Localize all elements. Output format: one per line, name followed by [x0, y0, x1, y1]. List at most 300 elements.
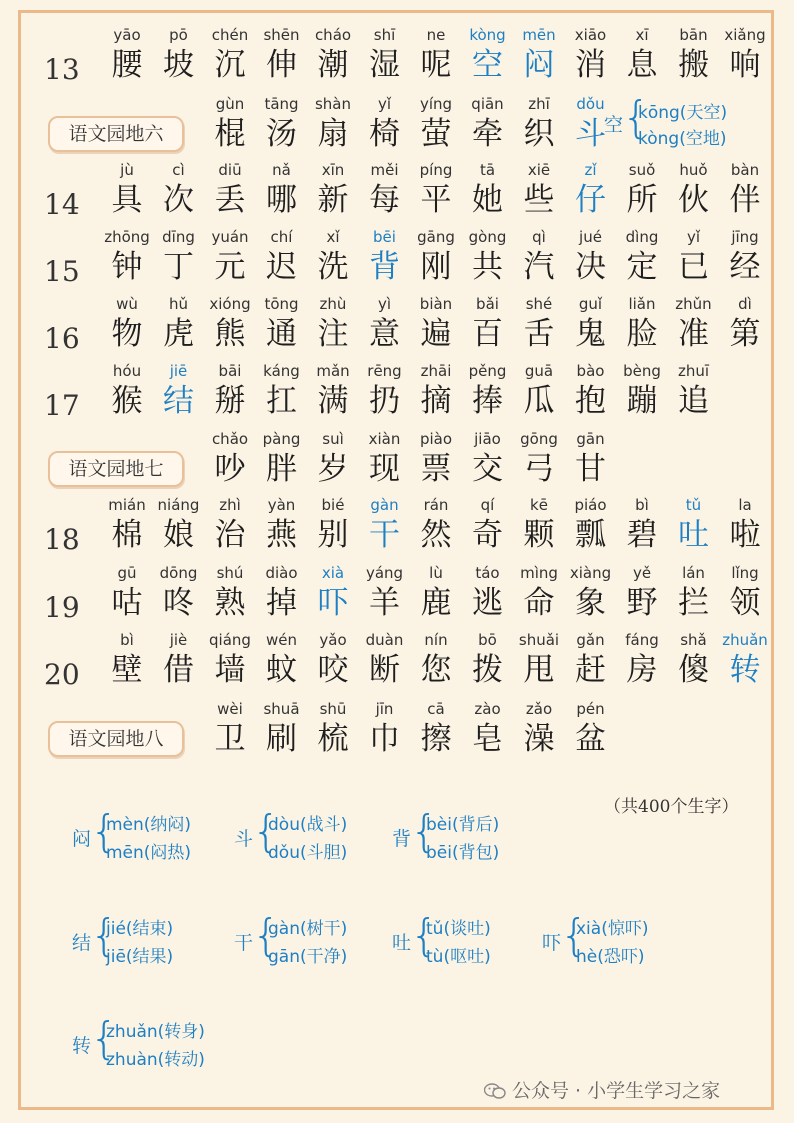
- hanzi: 些: [523, 182, 555, 218]
- hanzi: 伙: [678, 182, 709, 218]
- hanzi: 野: [626, 585, 658, 621]
- hanzi: 甘: [575, 451, 606, 487]
- pinyin: xióng: [209, 295, 251, 313]
- hanzi: 颗: [523, 517, 555, 553]
- pinyin: bié: [321, 496, 345, 514]
- pinyin: qiáng: [209, 631, 251, 649]
- section-badge: 语文园地六: [48, 116, 184, 152]
- hanzi: 羊: [369, 585, 400, 621]
- pinyin: mǎn: [316, 362, 350, 380]
- pinyin: gòng: [468, 228, 507, 246]
- pinyin: dōng: [159, 564, 198, 582]
- poly-head: 空: [604, 114, 624, 136]
- poly-reading-1: tǔ(谈吐): [426, 919, 491, 939]
- char-cell: [720, 160, 770, 220]
- pinyin: bàn: [730, 161, 760, 179]
- hanzi: 现: [369, 451, 400, 487]
- pinyin: xiāo: [574, 26, 607, 44]
- pinyin: shǎ: [680, 631, 707, 649]
- hanzi: 斗: [575, 116, 606, 152]
- polyphone-group: [234, 912, 384, 974]
- inline-polyphone-kong: [604, 94, 764, 154]
- poly-reading-1: jié(结束): [106, 919, 174, 939]
- brace: {: [90, 910, 118, 961]
- hanzi: 棉: [111, 517, 143, 553]
- char-row: [0, 25, 794, 91]
- polyphone-group: [72, 1015, 222, 1077]
- poly-reading-2: hè(恐吓): [576, 947, 645, 967]
- brace: {: [90, 1013, 118, 1064]
- pinyin: yì: [377, 295, 392, 313]
- hanzi: 平: [420, 182, 452, 218]
- brace: {: [622, 92, 650, 143]
- pinyin: diū: [218, 161, 242, 179]
- hanzi: 物: [111, 316, 143, 352]
- section-badge: 语文园地七: [48, 451, 184, 487]
- pinyin: tāng: [264, 95, 299, 113]
- hanzi: 鹿: [420, 585, 452, 621]
- pinyin: zhǔn: [675, 295, 712, 313]
- pinyin: suì: [322, 430, 344, 448]
- poly-reading-1: xià(惊吓): [576, 919, 649, 939]
- hanzi: 次: [163, 182, 194, 218]
- lesson-number: 20: [44, 658, 80, 691]
- hanzi: 瓜: [523, 383, 555, 419]
- polyphone-group: [72, 912, 222, 974]
- lesson-number: 17: [44, 389, 80, 422]
- total-count: （共400个生字）: [604, 797, 739, 817]
- pinyin: cā: [427, 700, 445, 718]
- hanzi: 哪: [266, 182, 297, 218]
- hanzi: 转: [729, 652, 761, 688]
- hanzi: 呢: [420, 47, 452, 83]
- pinyin: zhōng: [104, 228, 150, 246]
- pinyin: bì: [120, 631, 134, 649]
- polyphone-group: [72, 808, 222, 870]
- lesson-number: 14: [44, 188, 80, 221]
- pinyin: wèi: [217, 700, 243, 718]
- pinyin: jiē: [169, 362, 188, 380]
- char-row: [0, 429, 794, 495]
- hanzi: 蹦: [626, 383, 658, 419]
- pinyin: guā: [524, 362, 554, 380]
- hanzi: 萤: [420, 116, 452, 152]
- hanzi: 熊: [214, 316, 246, 352]
- hanzi: 背: [369, 249, 400, 285]
- hanzi: 借: [163, 652, 194, 688]
- hanzi: 坡: [163, 47, 194, 83]
- hanzi: 甩: [523, 652, 555, 688]
- pinyin: piáo: [574, 496, 607, 514]
- hanzi: 逃: [472, 585, 503, 621]
- hanzi: 遍: [420, 316, 452, 352]
- hanzi: 岁: [317, 451, 349, 487]
- pinyin: zǎo: [525, 700, 553, 718]
- char-cell: [720, 227, 770, 287]
- pinyin: chǎo: [211, 430, 249, 448]
- hanzi: 房: [626, 652, 658, 688]
- hanzi: 仔: [575, 182, 606, 218]
- pinyin: shé: [525, 295, 553, 313]
- pinyin: píng: [419, 161, 453, 179]
- hanzi: 百: [472, 316, 503, 352]
- pinyin: shuǎi: [518, 631, 560, 649]
- char-cell: [720, 25, 770, 85]
- hanzi: 卫: [214, 721, 246, 757]
- char-row: [0, 294, 794, 360]
- watermark-text: 公众号 · 小学生学习之家: [512, 1080, 721, 1102]
- poly-head: 干: [234, 932, 254, 954]
- hanzi: 吐: [678, 517, 709, 553]
- pinyin: diào: [265, 564, 298, 582]
- hanzi: 息: [626, 47, 658, 83]
- hanzi: 墙: [214, 652, 246, 688]
- hanzi: 湿: [369, 47, 400, 83]
- char-cell: [720, 630, 770, 690]
- pinyin: chén: [211, 26, 249, 44]
- pinyin: biàn: [419, 295, 453, 313]
- hanzi: 牵: [472, 116, 503, 152]
- pinyin: dīng: [162, 228, 195, 246]
- poly-reading-2: tù(呕吐): [426, 947, 491, 967]
- hanzi: 空: [472, 47, 503, 83]
- pinyin: hóu: [112, 362, 142, 380]
- hanzi: 燕: [266, 517, 297, 553]
- poly-reading-1: gàn(树干): [268, 919, 348, 939]
- pinyin: dì: [738, 295, 752, 313]
- pinyin: lán: [682, 564, 705, 582]
- pinyin: bì: [635, 496, 649, 514]
- pinyin: kòng: [469, 26, 506, 44]
- hanzi: 擦: [420, 721, 452, 757]
- pinyin: gōng: [520, 430, 558, 448]
- pinyin: qí: [480, 496, 495, 514]
- hanzi: 啦: [729, 517, 761, 553]
- hanzi: 共: [472, 249, 503, 285]
- hanzi: 棍: [214, 116, 246, 152]
- lesson-number: 13: [44, 53, 80, 86]
- hanzi: 迟: [266, 249, 297, 285]
- hanzi: 潮: [317, 47, 349, 83]
- brace: {: [410, 910, 438, 961]
- hanzi: 消: [575, 47, 606, 83]
- pinyin: mìng: [520, 564, 558, 582]
- pinyin: jù: [120, 161, 134, 179]
- hanzi: 傻: [678, 652, 709, 688]
- hanzi: 掰: [214, 383, 246, 419]
- hanzi: 定: [626, 249, 658, 285]
- hanzi: 鬼: [575, 316, 606, 352]
- hanzi: 具: [111, 182, 143, 218]
- hanzi: 象: [575, 585, 606, 621]
- pinyin: lǐng: [731, 564, 759, 582]
- hanzi: 交: [472, 451, 503, 487]
- hanzi: 澡: [523, 721, 555, 757]
- hanzi: 刚: [420, 249, 452, 285]
- pinyin: káng: [263, 362, 300, 380]
- pinyin: xiǎng: [724, 26, 766, 44]
- char-cell: [669, 361, 719, 421]
- pinyin: bēi: [373, 228, 396, 246]
- poly-reading-2: jiē(结果): [106, 947, 174, 967]
- hanzi: 汤: [266, 116, 297, 152]
- pinyin: gū: [117, 564, 137, 582]
- pinyin: bǎi: [476, 295, 499, 313]
- hanzi: 元: [214, 249, 246, 285]
- pinyin: yě: [632, 564, 652, 582]
- hanzi: 追: [678, 383, 709, 419]
- hanzi: 闷: [523, 47, 555, 83]
- pinyin: gān: [576, 430, 605, 448]
- hanzi: 奇: [472, 517, 503, 553]
- hanzi: 织: [523, 116, 555, 152]
- hanzi: 准: [678, 316, 709, 352]
- hanzi: 腰: [111, 47, 143, 83]
- hanzi: 经: [729, 249, 761, 285]
- pinyin: gǎn: [576, 631, 605, 649]
- pinyin: duàn: [365, 631, 404, 649]
- hanzi: 娘: [163, 517, 194, 553]
- pinyin: mián: [108, 496, 146, 514]
- pinyin: zǐ: [584, 161, 597, 179]
- pinyin: shū: [319, 700, 347, 718]
- hanzi: 巾: [369, 721, 400, 757]
- hanzi: 已: [678, 249, 709, 285]
- poly-reading-2: gān(干净): [268, 947, 348, 967]
- polyphone-group: [392, 808, 542, 870]
- char-row: [0, 227, 794, 293]
- pinyin: ne: [426, 26, 446, 44]
- pinyin: rēng: [367, 362, 402, 380]
- hanzi: 丢: [214, 182, 246, 218]
- hanzi: 胖: [266, 451, 297, 487]
- hanzi: 吵: [214, 451, 246, 487]
- hanzi: 命: [523, 585, 555, 621]
- poly-reading-2: kòng(空地): [638, 129, 727, 149]
- pinyin: gāng: [417, 228, 455, 246]
- char-cell: [566, 699, 616, 759]
- pinyin: zhāi: [420, 362, 452, 380]
- hanzi: 蚊: [266, 652, 297, 688]
- hanzi: 所: [626, 182, 658, 218]
- pinyin: yǎo: [319, 631, 347, 649]
- hanzi: 椅: [369, 116, 400, 152]
- hanzi: 领: [729, 585, 761, 621]
- hanzi: 沉: [214, 47, 246, 83]
- poly-reading-2: zhuàn(转动): [106, 1050, 205, 1070]
- pinyin: yáng: [365, 564, 404, 582]
- hanzi: 扛: [266, 383, 297, 419]
- lesson-number: 18: [44, 523, 80, 556]
- hanzi: 拦: [678, 585, 709, 621]
- hanzi: 壁: [111, 652, 143, 688]
- pinyin: bāi: [218, 362, 242, 380]
- poly-head: 闷: [72, 828, 92, 850]
- pinyin: tǔ: [685, 496, 702, 514]
- brace: {: [252, 806, 280, 857]
- lesson-number: 16: [44, 322, 80, 355]
- pinyin: dìng: [625, 228, 659, 246]
- pinyin: xià: [321, 564, 345, 582]
- pinyin: gàn: [370, 496, 399, 514]
- hanzi: 拨: [472, 652, 503, 688]
- pinyin: pàng: [262, 430, 301, 448]
- poly-reading-1: kōng(天空): [638, 103, 728, 123]
- pinyin: mēn: [522, 26, 556, 44]
- pinyin: yàn: [267, 496, 296, 514]
- pinyin: zhuǎn: [722, 631, 768, 649]
- pinyin: xiē: [527, 161, 551, 179]
- pinyin: yuán: [211, 228, 249, 246]
- brace: {: [252, 910, 280, 961]
- hanzi: 每: [369, 182, 400, 218]
- char-cell: [566, 429, 616, 489]
- hanzi: 断: [369, 652, 400, 688]
- pinyin: jiāo: [474, 430, 501, 448]
- pinyin: měi: [370, 161, 399, 179]
- hanzi: 刷: [266, 721, 297, 757]
- section-badge: 语文园地八: [48, 721, 184, 757]
- pinyin: xīn: [321, 161, 345, 179]
- hanzi: 盆: [575, 721, 606, 757]
- pinyin: zhī: [528, 95, 550, 113]
- poly-reading-2: dǒu(斗胆): [268, 843, 348, 863]
- pinyin: yāo: [113, 26, 141, 44]
- hanzi: 舌: [523, 316, 555, 352]
- brace: {: [560, 910, 588, 961]
- char-row: [0, 630, 794, 696]
- hanzi: 伸: [266, 47, 297, 83]
- hanzi: 捧: [472, 383, 503, 419]
- pinyin: jīng: [731, 228, 759, 246]
- hanzi: 结: [163, 383, 194, 419]
- pinyin: chí: [270, 228, 293, 246]
- hanzi: 伴: [729, 182, 761, 218]
- pinyin: yǐ: [377, 95, 392, 113]
- hanzi: 咕: [111, 585, 143, 621]
- hanzi: 赶: [575, 652, 606, 688]
- hanzi: 通: [266, 316, 297, 352]
- pinyin: piào: [419, 430, 453, 448]
- hanzi: 弓: [523, 451, 555, 487]
- hanzi: 脸: [626, 316, 658, 352]
- wechat-icon: [484, 1082, 506, 1100]
- poly-head: 斗: [234, 828, 254, 850]
- pinyin: nín: [424, 631, 448, 649]
- hanzi: 票: [420, 451, 452, 487]
- hanzi: 扇: [317, 116, 349, 152]
- char-row: [0, 563, 794, 629]
- pinyin: xiàng: [569, 564, 612, 582]
- char-row: [0, 495, 794, 561]
- char-cell: [720, 563, 770, 623]
- pinyin: bō: [478, 631, 497, 649]
- pinyin: yíng: [419, 95, 453, 113]
- pinyin: jīn: [375, 700, 394, 718]
- pinyin: fáng: [625, 631, 659, 649]
- pinyin: qiān: [471, 95, 504, 113]
- hanzi: 虎: [163, 316, 194, 352]
- pinyin: huǒ: [679, 161, 708, 179]
- pinyin: bèng: [623, 362, 661, 380]
- pinyin: shēn: [263, 26, 300, 44]
- brace: {: [90, 806, 118, 857]
- poly-head: 转: [72, 1035, 92, 1057]
- pinyin: xǐ: [326, 228, 340, 246]
- polyphone-group: [392, 912, 542, 974]
- pinyin: zhì: [219, 496, 241, 514]
- char-row: [0, 699, 794, 765]
- hanzi: 然: [420, 517, 452, 553]
- pinyin: rán: [423, 496, 449, 514]
- pinyin: xiàn: [368, 430, 401, 448]
- hanzi: 梳: [317, 721, 349, 757]
- hanzi: 抱: [575, 383, 606, 419]
- hanzi: 掉: [266, 585, 297, 621]
- poly-head: 吐: [392, 932, 412, 954]
- pinyin: zhù: [319, 295, 347, 313]
- lesson-number: 15: [44, 255, 80, 288]
- pinyin: tā: [479, 161, 496, 179]
- poly-reading-1: zhuǎn(转身): [106, 1022, 205, 1042]
- hanzi: 满: [317, 383, 349, 419]
- pinyin: shuā: [263, 700, 300, 718]
- pinyin: tōng: [264, 295, 299, 313]
- hanzi: 新: [317, 182, 349, 218]
- hanzi: 汽: [523, 249, 555, 285]
- pinyin: guǐ: [578, 295, 603, 313]
- pinyin: pén: [576, 700, 605, 718]
- pinyin: liǎn: [628, 295, 656, 313]
- pinyin: zhuī: [677, 362, 710, 380]
- char-row: [0, 160, 794, 226]
- poly-reading-1: mèn(纳闷): [106, 815, 192, 835]
- pinyin: bān: [679, 26, 708, 44]
- char-row: [0, 361, 794, 427]
- hanzi: 洗: [317, 249, 349, 285]
- pinyin: kē: [530, 496, 548, 514]
- pinyin: qì: [532, 228, 546, 246]
- hanzi: 注: [317, 316, 349, 352]
- pinyin: cì: [172, 161, 185, 179]
- pinyin: la: [738, 496, 752, 514]
- hanzi: 决: [575, 249, 606, 285]
- hanzi: 丁: [163, 249, 194, 285]
- hanzi: 干: [369, 517, 400, 553]
- pinyin: wén: [265, 631, 297, 649]
- pinyin: shú: [216, 564, 244, 582]
- hanzi: 瓢: [575, 517, 606, 553]
- char-cell: [720, 495, 770, 555]
- poly-head: 结: [72, 932, 92, 954]
- pinyin: zào: [474, 700, 501, 718]
- pinyin: shàn: [314, 95, 352, 113]
- pinyin: xī: [635, 26, 649, 44]
- pinyin: táo: [475, 564, 500, 582]
- hanzi: 意: [369, 316, 400, 352]
- pinyin: jué: [579, 228, 602, 246]
- pinyin: wù: [116, 295, 138, 313]
- hanzi: 治: [214, 517, 246, 553]
- pinyin: nǎ: [272, 161, 291, 179]
- hanzi: 第: [729, 316, 761, 352]
- poly-reading-1: dòu(战斗): [268, 815, 348, 835]
- pinyin: shī: [373, 26, 396, 44]
- hanzi: 熟: [214, 585, 246, 621]
- hanzi: 猴: [111, 383, 143, 419]
- pinyin: hǔ: [168, 295, 188, 313]
- hanzi: 响: [729, 47, 761, 83]
